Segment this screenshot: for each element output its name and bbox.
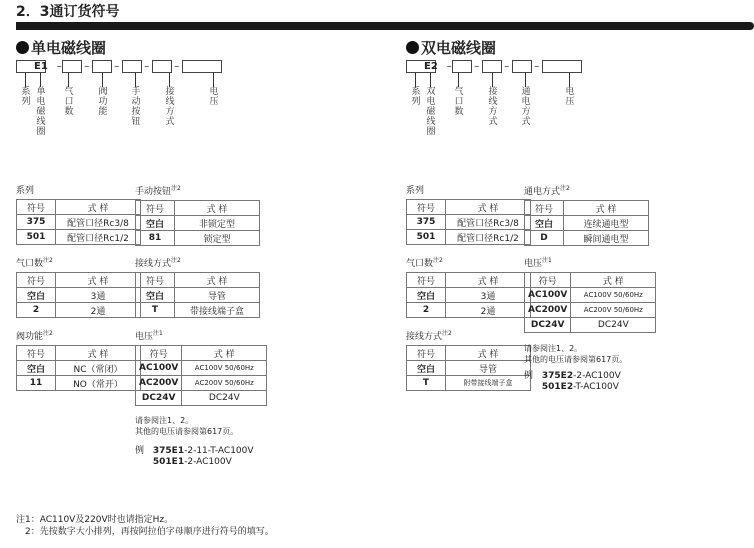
- single-code: E1 – – – – –: [16, 60, 222, 73]
- footnotes: 注1：AC110V及220V时也请指定Hz。 2：先按数字大小排列，再按阿拉伯字母顺序进行符号的填写。: [16, 515, 274, 537]
- spec-table: [135, 200, 260, 246]
- table-title: 接线方式: [135, 259, 172, 269]
- bullet-icon: [16, 41, 29, 54]
- single-heading: 单电磁线圈: [16, 37, 106, 58]
- header-symbol: 符号: [407, 273, 446, 288]
- table-row: [17, 215, 141, 230]
- cell-style: NC（常闭）: [56, 361, 141, 376]
- cell-symbol: 501: [407, 230, 446, 245]
- cell-symbol: 375: [407, 215, 446, 230]
- table-title: 系列: [406, 186, 425, 196]
- header-style: 式 样: [56, 273, 141, 288]
- cell-symbol: 81: [136, 231, 175, 246]
- table-title: 通电方式: [524, 187, 561, 197]
- note-ref: 注1: [153, 330, 163, 337]
- table-row: [17, 376, 141, 391]
- table-row: [407, 288, 531, 303]
- cell-style: 连续通电型: [564, 216, 649, 231]
- code-label: E1: [34, 61, 48, 72]
- code-field-label: 气口数: [64, 87, 74, 117]
- cell-style: 配管口径Rc3/8: [56, 215, 141, 230]
- header-style: 式 样: [56, 200, 141, 215]
- cell-style: 附带接线端子盒: [446, 376, 531, 391]
- table-row: [525, 216, 649, 231]
- cell-symbol: 空白: [17, 288, 56, 303]
- cell-style: 配管口径Rc1/2: [446, 230, 531, 245]
- leader-line: [135, 73, 136, 87]
- table-row: [17, 303, 141, 318]
- cell-symbol: 空白: [525, 216, 564, 231]
- cell-symbol: 空白: [407, 288, 446, 303]
- header-symbol: 符号: [17, 273, 56, 288]
- cell-style: 锁定型: [175, 231, 260, 246]
- voltage-table-double: [524, 255, 656, 333]
- spec-table: [524, 272, 656, 333]
- cell-symbol: 空白: [136, 216, 175, 231]
- note-ref: 注2: [171, 257, 181, 264]
- cell-style: 非锁定型: [175, 216, 260, 231]
- cell-style: 3通: [56, 288, 141, 303]
- table-title: 气口数: [16, 259, 44, 269]
- code-field-label: 气口数: [454, 87, 464, 117]
- header-style: 式 样: [446, 273, 531, 288]
- cell-symbol: 空白: [17, 361, 56, 376]
- cell-symbol: 501: [17, 230, 56, 245]
- energize-table: [524, 183, 649, 246]
- cell-symbol: 11: [17, 376, 56, 391]
- page-title: 2．3通订货符号: [16, 4, 120, 20]
- cell-symbol: 空白: [136, 288, 175, 303]
- leader-line: [68, 73, 69, 87]
- leader-line: [102, 73, 103, 87]
- series-table-double: [406, 183, 531, 245]
- spec-table: [16, 272, 141, 318]
- cell-style: NO（常开）: [56, 376, 141, 391]
- leader-line: [169, 73, 170, 87]
- header-style: 式 样: [56, 346, 141, 361]
- cell-style: 配管口径Rc3/8: [446, 215, 531, 230]
- table-row: [407, 361, 531, 376]
- spec-table: [524, 200, 649, 246]
- bullet-icon: [406, 41, 419, 54]
- header-symbol: 符号: [407, 346, 446, 361]
- header-symbol: 符号: [407, 200, 446, 215]
- table-row: [136, 361, 267, 376]
- cell-style: AC100V 50/60Hz: [571, 288, 656, 303]
- header-style: 式 样: [182, 346, 267, 361]
- code-field-label: 手动按钮: [131, 87, 141, 127]
- note-ref: 注2: [171, 185, 181, 192]
- header-symbol: 符号: [17, 346, 56, 361]
- table-row: [525, 288, 656, 303]
- table-row: [525, 231, 649, 246]
- leader-line: [213, 73, 214, 87]
- note-ref: 注2: [433, 257, 443, 264]
- spec-table: [406, 272, 531, 318]
- cell-style: 导管: [446, 361, 531, 376]
- cell-style: 导管: [175, 288, 260, 303]
- cell-symbol: 2: [407, 303, 446, 318]
- spec-table: [406, 199, 531, 245]
- spec-table: [135, 345, 267, 406]
- cell-style: AC200V 50/60Hz: [182, 376, 267, 391]
- table-title: 手动按钮: [135, 187, 172, 197]
- header-symbol: 符号: [525, 273, 571, 288]
- cell-style: 3通: [446, 288, 531, 303]
- code-field-label: 阀功能: [98, 87, 108, 117]
- table-row: [407, 303, 531, 318]
- leader-line: [569, 73, 570, 87]
- header-style: 式 样: [564, 201, 649, 216]
- cell-style: 2通: [56, 303, 141, 318]
- table-row: [136, 288, 260, 303]
- code-field-label: 接线方式: [165, 87, 175, 127]
- ref-note-double: 请参阅注1、2。 其他的电压请参阅第617页。: [524, 344, 628, 364]
- header-style: 式 样: [571, 273, 656, 288]
- note-ref: 注2: [560, 185, 570, 192]
- cell-symbol: 2: [17, 303, 56, 318]
- wiring-table-double: [406, 328, 531, 391]
- table-row: [17, 230, 141, 245]
- ref-note-single: 请参阅注1、2。 其他的电压请参阅第617页。: [135, 416, 239, 436]
- code-field-label: 电压: [209, 87, 219, 107]
- cell-style: 配管口径Rc1/2: [56, 230, 141, 245]
- table-row: [407, 215, 531, 230]
- double-code: E2 – – – –: [406, 60, 582, 73]
- leader-line: [525, 73, 526, 87]
- table-row: [407, 376, 531, 391]
- code-field-label: 系列: [21, 87, 31, 107]
- double-heading: 双电磁线圈: [406, 37, 496, 58]
- cell-symbol: T: [407, 376, 446, 391]
- cell-style: 带接线端子盒: [175, 303, 260, 318]
- cell-style: AC100V 50/60Hz: [182, 361, 267, 376]
- leader-line: [25, 73, 26, 87]
- table-row: [17, 288, 141, 303]
- code-field-label: 接线方式: [488, 87, 498, 127]
- header-symbol: 符号: [136, 201, 175, 216]
- table-title: 接线方式: [406, 332, 443, 342]
- table-row: [17, 361, 141, 376]
- cell-symbol: 空白: [407, 361, 446, 376]
- cell-symbol: DC24V: [525, 318, 571, 333]
- cell-symbol: AC100V: [525, 288, 571, 303]
- header-style: 式 样: [446, 200, 531, 215]
- cell-style: DC24V: [182, 391, 267, 406]
- cell-style: DC24V: [571, 318, 656, 333]
- cell-style: 瞬间通电型: [564, 231, 649, 246]
- header-style: 式 样: [446, 346, 531, 361]
- ports-table-double: [406, 255, 531, 318]
- table-row: [136, 231, 260, 246]
- table-title: 阀功能: [16, 332, 44, 342]
- series-table-single: [16, 183, 141, 245]
- cell-style: AC200V 50/60Hz: [571, 303, 656, 318]
- cell-symbol: 375: [17, 215, 56, 230]
- header-symbol: 符号: [17, 200, 56, 215]
- table-row: [136, 376, 267, 391]
- note-ref: 注2: [43, 330, 53, 337]
- table-row: [525, 318, 656, 333]
- leader-line: [415, 73, 416, 87]
- wiring-table-single: [135, 255, 260, 318]
- valve-func-table: [16, 328, 141, 391]
- cell-symbol: D: [525, 231, 564, 246]
- title-bar: [16, 22, 754, 30]
- code-field-label: 双电磁线圈: [426, 87, 436, 137]
- examples-single: 例 375E1-2-11-T-AC100V 501E1-2-AC100V: [135, 446, 254, 467]
- note-ref: 注1: [542, 257, 552, 264]
- manual-table: [135, 183, 260, 246]
- leader-line: [40, 73, 41, 87]
- spec-table: [16, 345, 141, 391]
- code-field-label: 单电磁线圈: [36, 87, 46, 137]
- cell-symbol: T: [136, 303, 175, 318]
- code-label: E2: [424, 61, 438, 72]
- header-style: 式 样: [175, 273, 260, 288]
- table-row: [136, 216, 260, 231]
- leader-line: [458, 73, 459, 87]
- table-title: 电压: [135, 332, 154, 342]
- cell-symbol: AC200V: [525, 303, 571, 318]
- leader-line: [492, 73, 493, 87]
- spec-table: [16, 199, 141, 245]
- table-row: [525, 303, 656, 318]
- cell-symbol: AC100V: [136, 361, 182, 376]
- header-symbol: 符号: [136, 346, 182, 361]
- ports-table-single: [16, 255, 141, 318]
- cell-symbol: AC200V: [136, 376, 182, 391]
- cell-style: 2通: [446, 303, 531, 318]
- spec-table: [135, 272, 260, 318]
- table-row: [407, 230, 531, 245]
- table-title: 系列: [16, 186, 35, 196]
- examples-double: 例 375E2-2-AC100V 501E2-T-AC100V: [524, 371, 621, 392]
- code-field-label: 通电方式: [521, 87, 531, 127]
- note-ref: 注2: [43, 257, 53, 264]
- code-field-label: 系列: [411, 87, 421, 107]
- leader-line: [430, 73, 431, 87]
- table-row: [136, 303, 260, 318]
- header-symbol: 符号: [525, 201, 564, 216]
- header-style: 式 样: [175, 201, 260, 216]
- table-row: [136, 391, 267, 406]
- table-title: 气口数: [406, 259, 434, 269]
- code-field-label: 电压: [565, 87, 575, 107]
- spec-table: [406, 345, 531, 391]
- voltage-table-single: [135, 328, 267, 406]
- cell-symbol: DC24V: [136, 391, 182, 406]
- header-symbol: 符号: [136, 273, 175, 288]
- note-ref: 注2: [442, 330, 452, 337]
- table-title: 电压: [524, 259, 543, 269]
